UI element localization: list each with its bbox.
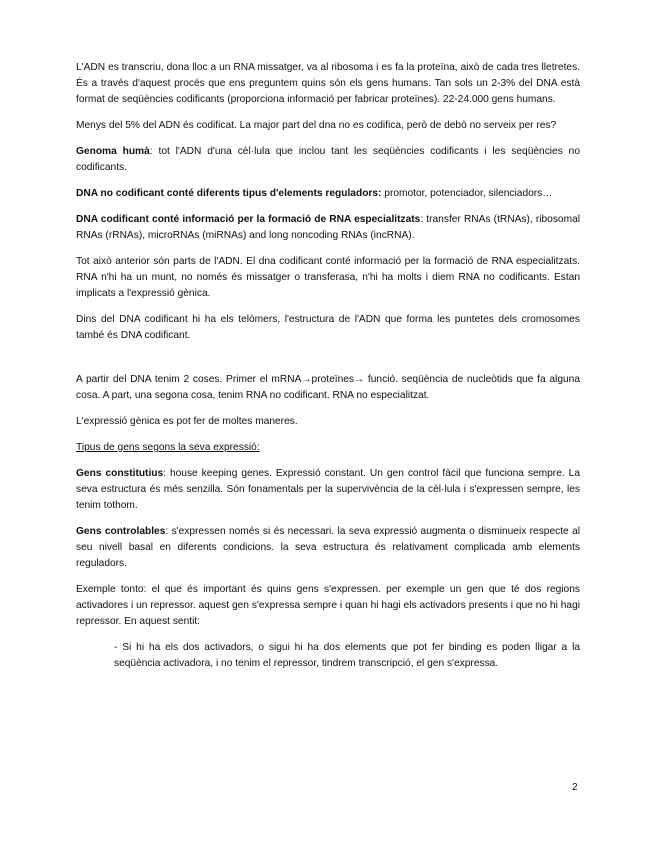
paragraph-coding-dna: DNA codificant conté informació per la formació de RNA especialitzats: transfer RNAs (tRNAs), ribosomal RNAs (rRNAs), microRNAs (miRNAs) and long noncoding RNAs (incRNA). <box>76 214 581 241</box>
bullet-item-activators: - Si hi ha els dos activadors, o sigui hi ha dos elements que pot fer binding es poden lligar a la seqüència activadora, i no tenim el repressor, tindrem transcripció, el gen s'expressa. <box>114 642 580 669</box>
paragraph-controllable-genes: Gens controlables: s'expressen només si és necessari. la seva expressió augmenta o disminueix respecte al seu nivell basal en diferents condicions. la seva estructura és relativament complicada amb elements reguladors. <box>76 526 580 569</box>
paragraph-constitutive-genes: Gens constitutius: house keeping genes. Expressió constant. Un gen control fàcil que funciona sempre. La seva estructura és més senzilla. Són fonamentals per la supervivència de la cèl·lula i s'expressen sempre, les tenim tothom. <box>76 468 580 511</box>
paragraph-example: Exemple tonto: el que és important és quins gens s'expressen. per exemple un gen que té dos regions activadores i un repressor. aquest gen s'expressa sempre i quan hi hagi els activadors presents i que no hi hagi repressor. En aquest sentit: <box>76 584 580 627</box>
term-constitutive-genes: Gens constitutius <box>76 468 164 479</box>
page-number: 2 <box>572 782 578 793</box>
paragraph-noncoding-dna: DNA no codificant conté diferents tipus d'elements reguladors: promotor, potenciador, silenciadors… <box>76 188 553 199</box>
paragraph-dna-transcription: L'ADN es transcriu, dona lloc a un RNA missatger, va al ribosoma i es fa la proteïna, això de cada tres lletretes. És a través d'aquest procés que ens preguntem quins són els gens humans. Tan sols un 2-3% del DNA està format de seqüències codificants (proporciona informació per fabricar proteïnes). 22-24.000 gens humans. <box>76 62 580 105</box>
paragraph-human-genome: Genoma humà: tot l'ADN d'una cèl·lula que inclou tant les seqüències codificants i les seqüències no codificants. <box>76 146 581 173</box>
paragraph-rna-types: Tot això anterior són parts de l'ADN. El dna codificant conté informació per la formació de RNA especialitzats. RNA n'hi ha un munt, no només és missatger o transferasa, n'hi ha molts i diem RNA no codificants. Estan implicats a l'expressió gènica. <box>76 256 580 299</box>
paragraph-telomeres: Dins del DNA codificant hi ha els telòmers, l'estructura de l'ADN que forma les puntetes dels cromosomes també és DNA codificant. <box>76 314 580 341</box>
paragraph-coding-percentage: Menys del 5% del ADN és codificat. La major part del dna no es codifica, però de debò no serveix per res? <box>76 120 557 131</box>
term-coding-dna: DNA codificant conté informació per la formació de RNA especialitzats <box>76 214 421 225</box>
term-human-genome: Genoma humà <box>76 146 150 157</box>
section-heading-gene-types: Tipus de gens segons la seva expressió: <box>76 442 260 453</box>
paragraph-dna-two-things: A partir del DNA tenim 2 coses. Primer el mRNA→proteïnes→ funció. seqüència de nucleòtids que fa alguna cosa. A part, una segona cosa, tenim RNA no codificant. RNA no especialitzat. <box>76 374 580 401</box>
term-controllable-genes: Gens controlables <box>76 526 166 537</box>
paragraph-gene-expression: L'expressió gènica es pot fer de moltes maneres. <box>76 416 298 427</box>
document-body <box>76 60 580 672</box>
term-noncoding-dna: DNA no codificant conté diferents tipus d'elements reguladors: <box>76 188 382 199</box>
